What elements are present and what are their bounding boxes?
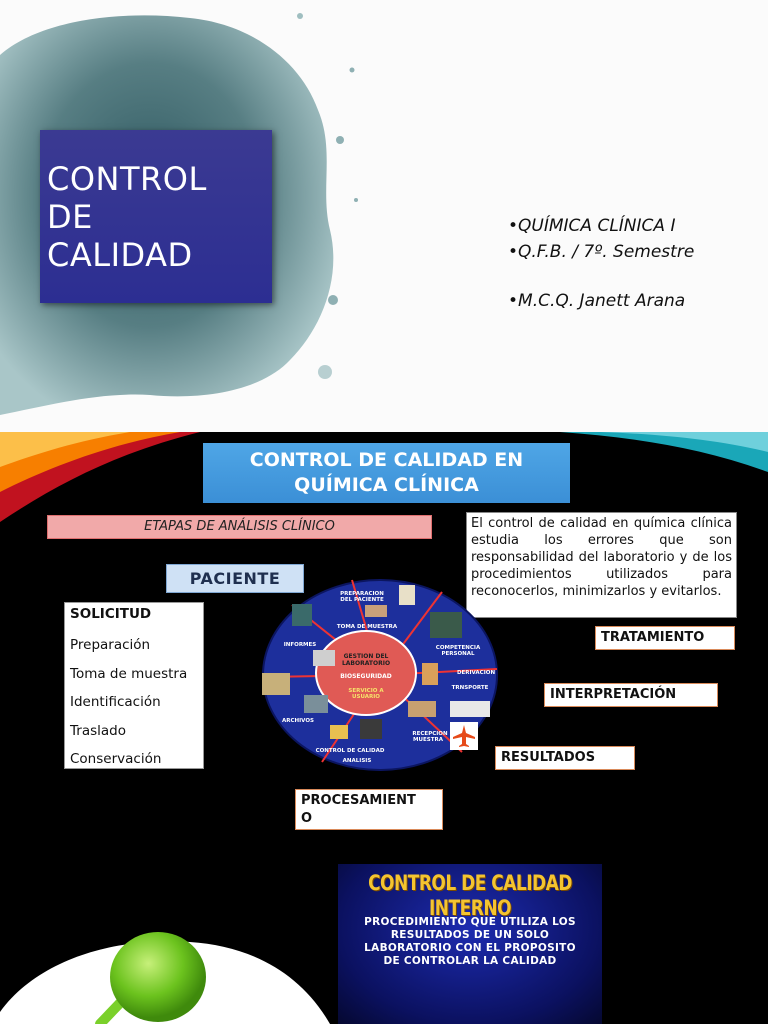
wheel-label: PERSONAL [441, 651, 475, 657]
label-interpretacion: INTERPRETACIÓN [544, 683, 718, 707]
solicitud-header: SOLICITUD [70, 606, 152, 622]
reception-icon [408, 701, 436, 717]
wheel-label: MUESTRA [413, 737, 443, 743]
solicitud-item: Identificación [70, 694, 161, 710]
lab-flask-icon [330, 725, 348, 739]
wheel-label: COMPETENCIA [435, 645, 481, 651]
computer-icon [313, 650, 335, 666]
wheel-label: CONTROL DE CALIDAD [315, 748, 385, 754]
analyst-icon [360, 719, 382, 739]
airplane-icon [450, 722, 478, 750]
bullet-semester: •Q.F.B. / 7º. Semestre [508, 242, 695, 262]
solicitud-box [64, 602, 204, 769]
wheel-center-label: BIOSEGURIDAD [340, 673, 392, 680]
wheel-center-label: SERVICIO A [348, 688, 384, 694]
wheel-label: RECEPCION [412, 731, 448, 737]
wheel-center-label: GESTION DEL [343, 653, 389, 660]
slide-title-text: CONTROL DE CALIDAD [47, 160, 207, 274]
courier-icon [422, 663, 438, 685]
nurse-icon [399, 585, 415, 605]
wheel-label: INFORMES [283, 642, 317, 648]
wheel-label: PREPARACION [340, 591, 384, 597]
label-procesamiento-line: O [301, 811, 313, 826]
wheel-label: DERIVACION [456, 670, 496, 676]
wheel-center-label: LABORATORIO [341, 660, 391, 667]
slide2-title: CONTROL DE CALIDAD EN QUÍMICA CLÍNICA [203, 443, 570, 503]
bullet-course: •QUÍMICA CLÍNICA I [508, 216, 676, 236]
green-pin-graphic [0, 902, 330, 1024]
slide-control-calidad [0, 432, 768, 1024]
wheel-label: DEL PACIENTE [340, 597, 384, 603]
books-icon [262, 673, 290, 695]
solicitud-item: Toma de muestra [70, 665, 188, 682]
bullet-professor: •M.C.Q. Janett Arana [508, 291, 686, 311]
wheel-label: TOMA DE MUESTRA [336, 624, 398, 630]
patient-icon [365, 605, 387, 617]
description-box: El control de calidad en química clínica estudia los errores que son responsabilidad del laboratorio y de los procedimientos utilizados para reconocerlos, minimizarlos y evitarlos. [466, 512, 737, 618]
wheel-center-label: USUARIO [352, 694, 380, 700]
cci-body: PROCEDIMIENTO QUE UTILIZA LOS RESULTADOS DE UN SOLO LABORATORIO CON EL PROPOSITO DE CONTROLAR LA CALIDAD [364, 916, 576, 967]
etapas-header: ETAPAS DE ANÁLISIS CLÍNICO [47, 515, 432, 539]
label-tratamiento: TRATAMIENTO [595, 626, 735, 650]
slide-title [0, 0, 768, 432]
title-box [40, 130, 272, 303]
syringe-icon [292, 604, 312, 626]
staff-photo-icon [430, 612, 462, 638]
label-procesamiento [295, 789, 443, 830]
paciente-box: PACIENTE [166, 564, 304, 593]
wheel-label: ARCHIVOS [282, 718, 314, 724]
solicitud-item: Preparación [70, 637, 151, 653]
cci-title: CONTROL DE CALIDAD INTERNO [368, 871, 572, 921]
label-resultados: RESULTADOS [495, 746, 635, 770]
control-calidad-interno-panel [338, 864, 602, 1024]
solicitud-item: Traslado [70, 722, 126, 739]
truck-icon [450, 701, 490, 717]
file-icon [304, 695, 328, 713]
wheel-label: ANALISIS [342, 758, 372, 764]
label-procesamiento-line: PROCESAMIENT [301, 793, 416, 808]
wheel-label: TRNSPORTE [451, 685, 489, 691]
solicitud-item: Conservación [70, 751, 162, 767]
